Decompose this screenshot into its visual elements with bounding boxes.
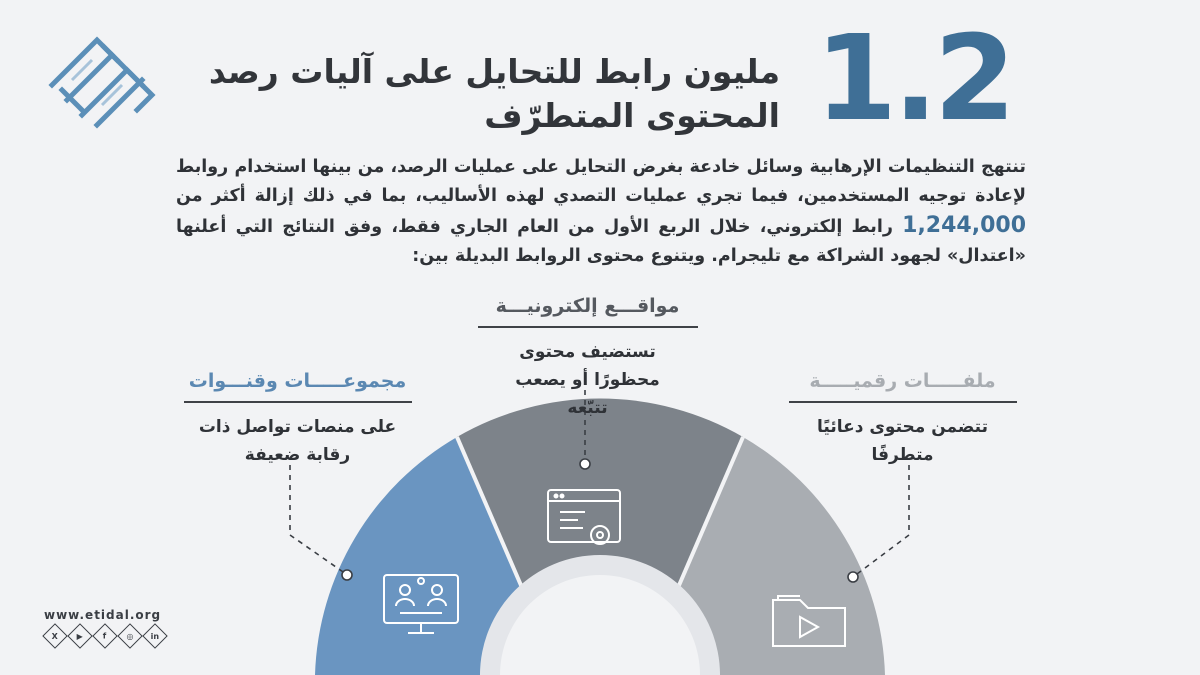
website-link[interactable]: www.etidal.org [44, 608, 162, 622]
category-sites-divider [478, 326, 698, 328]
facebook-icon[interactable]: f [92, 623, 117, 648]
category-groups-desc: على منصات تواصل ذات رقابة ضعيفة [198, 417, 397, 465]
social-links [44, 624, 184, 648]
headline-line-2: المحتوى المتطرّف [484, 96, 780, 135]
category-groups [175, 367, 420, 469]
body-part-1: تنتهج التنظيمات الإرهابية وسائل خادعة بغرض التحايل على عمليات الرصد، من بينها استخدام روابط لإعادة توجيه المستخدمين، فيما تجري عمليات التصدي لهذه الأساليب، بما في ذلك إزالة أكثر من [176, 157, 1026, 206]
body-part-2: رابط إلكتروني، خلال الربع الأول من العام الجاري فقط، وفق النتائج التي أعلنها «اعتدال» لجهود الشراكة مع تليجرام. ويتنوع محتوى الروابط البديلة بين: [176, 217, 1026, 266]
connector-dot-sites [580, 459, 590, 469]
category-files-divider [789, 401, 1017, 403]
category-sites-title: مواقـــع إلكترونيـــة [495, 295, 680, 317]
linkedin-icon[interactable]: in [142, 623, 167, 648]
x-icon[interactable]: X [42, 623, 67, 648]
connector-dot-files [848, 572, 858, 582]
category-sites-desc: تستضيف محتوى محظورًا أو يصعب تتبّعه [515, 342, 660, 418]
category-groups-title: مجموعـــــات وقنـــوات [188, 370, 407, 392]
category-files [780, 367, 1025, 469]
youtube-icon[interactable]: ▶ [67, 623, 92, 648]
body-highlight-number: 1,244,000 [902, 213, 1027, 238]
instagram-icon[interactable]: ◎ [117, 623, 142, 648]
connector-dot-groups [342, 570, 352, 580]
category-files-title: ملفـــــات رقميـــــة [809, 370, 996, 392]
category-groups-divider [184, 401, 412, 403]
category-sites [465, 292, 710, 422]
headline-line-1: مليون رابط للتحايل على آليات رصد [208, 52, 780, 91]
big-stat-number: 1.2 [815, 9, 1013, 147]
category-files-desc: تتضمن محتوى دعائيًا متطرفًا [817, 417, 988, 465]
